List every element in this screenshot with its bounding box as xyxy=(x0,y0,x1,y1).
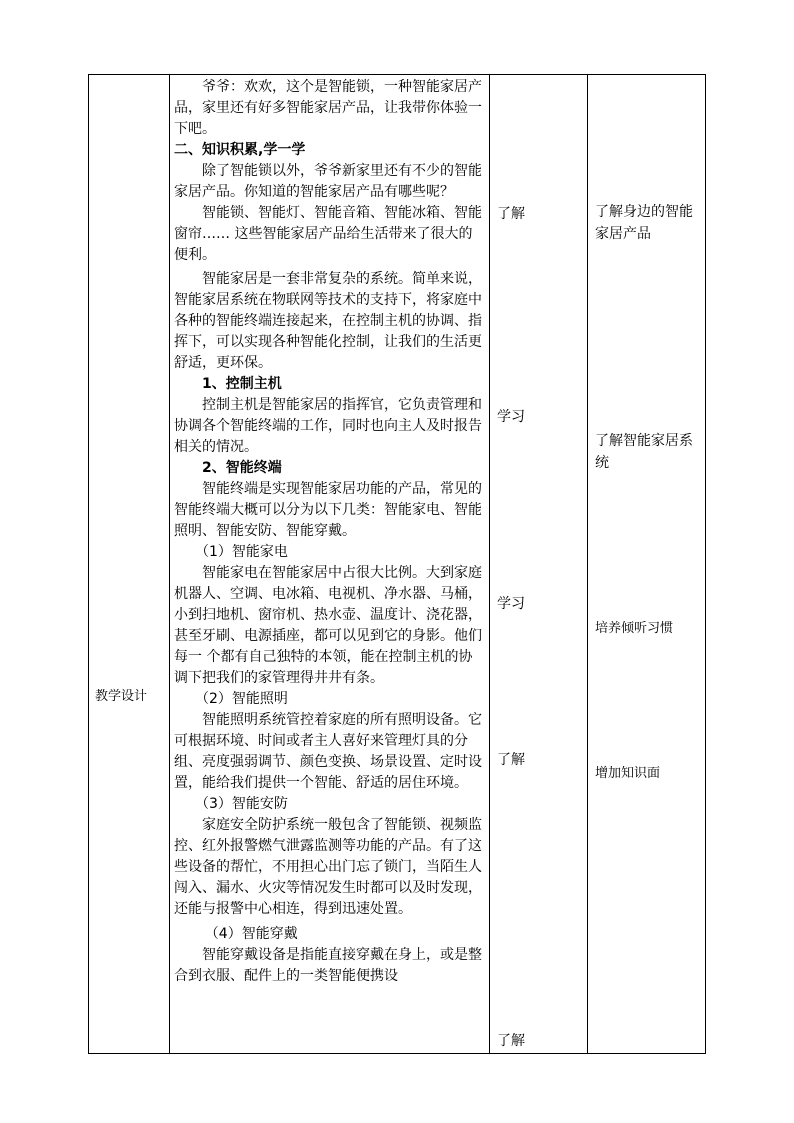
paragraph: 智能家居是一套非常复杂的系统。简单来说，智能家居系统在物联网等技术的支持下，将家庭中各种的智能终端连接起来，在控制主机的协调、指挥下，可以实现各种智能化控制，让我们的生活更舒适，更环保。 xyxy=(174,271,482,371)
paragraph: 智能家电在智能家居中占很大比例。大到家庭机器人、空调、电冰箱、电视机、净水器、马桶，小到扫地机、窗帘机、热水壶、温度计、浇花器，甚至牙刷、电源插座，都可以见到它的身影。他们每一 个都有自己独特的本领，能在控制主机的协调下把我们的家管理得井井有条。 xyxy=(174,565,482,686)
activity-label: 了解 xyxy=(497,1033,525,1049)
lesson-table xyxy=(88,74,706,1054)
column-divider xyxy=(489,75,490,1053)
paragraph: 智能锁、智能灯、智能音箱、智能冰箱、智能窗帘…… 这些智能家居产品给生活带来了很大的便利。 xyxy=(174,205,482,263)
paragraph: 智能穿戴设备是指能直接穿戴在身上，或是整合到衣服、配件上的一类智能便携设 xyxy=(174,947,482,984)
paragraph: 除了智能锁以外，爷爷新家里还有不少的智能家居产品。你知道的智能家居产品有哪些呢？ xyxy=(174,163,482,200)
goal-text: 培养倾听习惯 xyxy=(595,621,674,636)
column-divider xyxy=(169,75,170,1053)
item-heading: （3）智能安防 xyxy=(195,796,288,812)
paragraph: 家庭安全防护系统一般包含了智能锁、视频监控、红外报警燃气泄露监测等功能的产品。有了这些设备的帮忙，不用担心出门忘了锁门，当陌生人闯入、漏水、火灾等情况发生时都可以及时发现，还能与报警中心相连，得到迅速处置。 xyxy=(174,817,482,917)
teaching-content xyxy=(174,77,486,987)
goal-text: 了解智能家居系统 xyxy=(595,433,693,471)
subsection-heading: 2、智能终端 xyxy=(202,460,282,476)
activity-label: 了解 xyxy=(497,206,525,222)
item-heading: （1）智能家电 xyxy=(195,544,288,560)
item-heading: （2）智能照明 xyxy=(195,691,288,707)
activity-label: 学习 xyxy=(497,409,525,425)
activity-label: 了解 xyxy=(497,752,525,768)
paragraph: 智能照明系统管控着家庭的所有照明设备。它可根据环境、时间或者主人喜好来管理灯具的分组、亮度强弱调节、颜色变换、场景设置、定时设置，能给我们提供一个智能、舒适的居住环境。 xyxy=(174,712,482,791)
section-heading: 二、知识积累,学一学 xyxy=(174,142,306,158)
subsection-heading: 1、控制主机 xyxy=(202,376,282,392)
paragraph: 智能终端是实现智能家居功能的产品，常见的智能终端大概可以分为以下几类：智能家电、智能照明、智能安防、智能穿戴。 xyxy=(174,481,482,539)
goal-text: 了解身边的智能家居产品 xyxy=(595,204,693,242)
activity-label: 学习 xyxy=(497,596,525,612)
column-divider xyxy=(587,75,588,1053)
goal-text: 增加知识面 xyxy=(595,766,661,781)
item-heading: （4）智能穿戴 xyxy=(204,926,298,942)
paragraph: 控制主机是智能家居的指挥官，它负责管理和协调各个智能终端的工作，同时也向主人及时报告相关的情况。 xyxy=(174,397,482,455)
row-label: 教学设计 xyxy=(95,689,148,704)
paragraph-intro: 爷爷：欢欢，这个是智能锁，一种智能家居产品，家里还有好多智能家居产品，让我带你体验一下吧。 xyxy=(174,79,482,137)
